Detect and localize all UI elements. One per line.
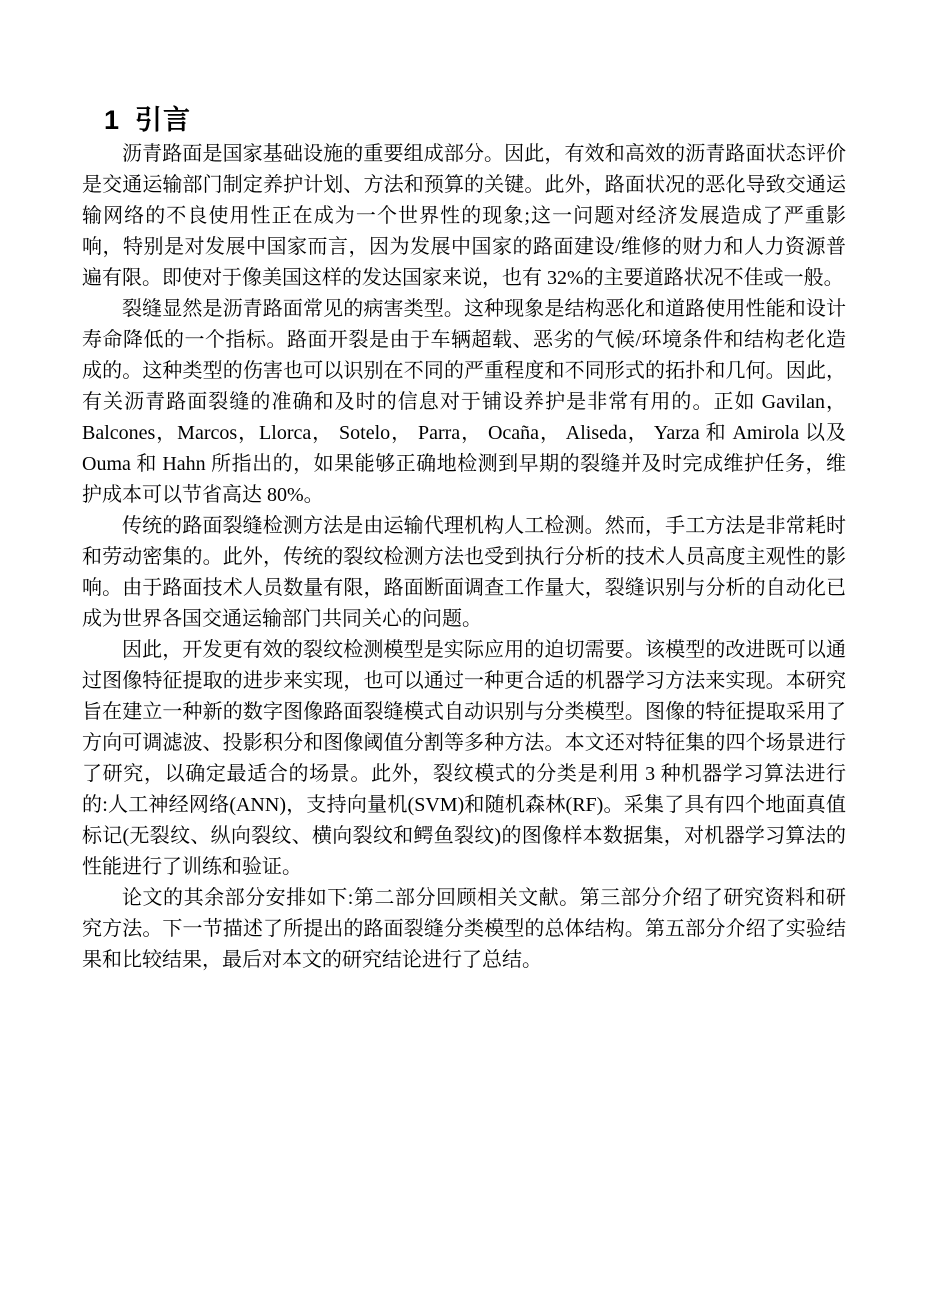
paragraph-paper-outline: 论文的其余部分安排如下:第二部分回顾相关文献。第三部分介绍了研究资料和研究方法。下一节描述了所提出的路面裂缝分类模型的总体结构。第五部分介绍了实验结果和比较结果，最后对本文的研究结论进行了总结。 <box>82 887 846 971</box>
paragraph-manual-detection: 传统的路面裂缝检测方法是由运输代理机构人工检测。然而，手工方法是非常耗时和劳动密集的。此外，传统的裂纹检测方法也受到执行分析的技术人员高度主观性的影响。由于路面技术人员数量有限，路面断面调查工作量大，裂缝识别与分析的自动化已成为世界各国交通运输部门共同关心的问题。 <box>82 515 846 630</box>
section-number: 1 <box>104 105 121 135</box>
document-body <box>82 139 846 976</box>
section-title: 引言 <box>135 105 192 135</box>
paragraph-intro-importance: 沥青路面是国家基础设施的重要组成部分。因此，有效和高效的沥青路面状态评价是交通运输部门制定养护计划、方法和预算的关键。此外，路面状况的恶化导致交通运输网络的不良使用性正在成为一个世界性的现象;这一问题对经济发展造成了严重影响，特别是对发展中国家而言，因为发展中国家的路面建设/维修的财力和人力资源普遍有限。即使对于像美国这样的发达国家来说，也有 32%的主要道路状况不佳或一般。 <box>82 143 846 289</box>
paragraph-crack-distress: 裂缝显然是沥青路面常见的病害类型。这种现象是结构恶化和道路使用性能和设计寿命降低的一个指标。路面开裂是由于车辆超载、恶劣的气候/环境条件和结构老化造成的。这种类型的伤害也可以识别在不同的严重程度和不同形式的拓扑和几何。因此，有关沥青路面裂缝的准确和及时的信息对于铺设养护是非常有用的。正如 Gavilan，Balcones，Marcos，Llorca， Sotelo， Parra， Ocaña， Aliseda， Yarza 和 Amirola 以及 Ouma 和 Hahn 所指出的，如果能够正确地检测到早期的裂缝并及时完成维护任务，维护成本可以节省高达 80%。 <box>82 298 846 506</box>
paragraph-proposed-model: 因此，开发更有效的裂纹检测模型是实际应用的迫切需要。该模型的改进既可以通过图像特征提取的进步来实现，也可以通过一种更合适的机器学习方法来实现。本研究旨在建立一种新的数字图像路面裂缝模式自动识别与分类模型。图像的特征提取采用了方向可调滤波、投影积分和图像阈值分割等多种方法。本文还对特征集的四个场景进行了研究，以确定最适合的场景。此外，裂纹模式的分类是利用 3 种机器学习算法进行的:人工神经网络(ANN)，支持向量机(SVM)和随机森林(RF)。采集了具有四个地面真值标记(无裂纹、纵向裂纹、横向裂纹和鳄鱼裂纹)的图像样本数据集，对机器学习算法的性能进行了训练和验证。 <box>82 639 846 878</box>
section-heading <box>104 101 191 139</box>
